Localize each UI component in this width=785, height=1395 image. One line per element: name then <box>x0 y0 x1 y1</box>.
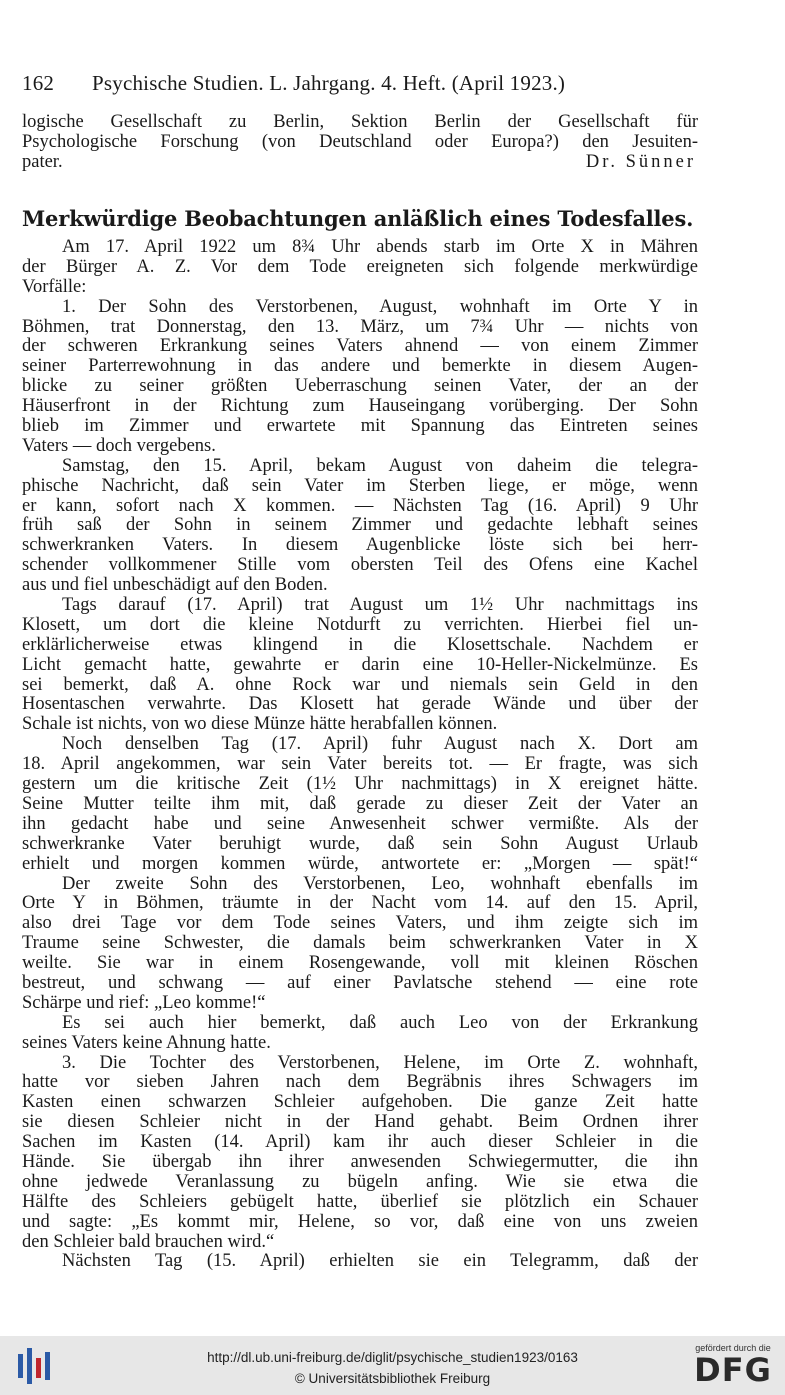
text-line: Seine Mutter teilte ihm mit, daß gerade zu dieser Zeit der Vater an <box>22 794 698 814</box>
text-line: er kann, sofort nach X kommen. — Nächsten Tag (16. April) 9 Uhr <box>22 496 698 516</box>
text-line: logische Gesellschaft zu Berlin, Sektion Berlin der Gesellschaft für <box>22 113 698 132</box>
article-body <box>22 238 698 1272</box>
footer-bar <box>0 1336 785 1395</box>
text-line: Kasten einen schwarzen Schleier aufgehoben. Die ganze Zeit hatte <box>22 1093 698 1113</box>
copyright-notice: © Universitätsbibliothek Freiburg <box>294 1371 491 1386</box>
text-line: schwerkranken Vaters. In diesem Augenblicke löste sich bei herr- <box>22 536 698 556</box>
text-line: 1. Der Sohn des Verstorbenen, August, wohnhaft im Orte Y in <box>62 297 698 317</box>
text-line: Vorfälle: <box>22 277 87 297</box>
text-line: Sachen im Kasten (14. April) kam ihr auch dieser Schleier in die <box>22 1133 698 1153</box>
text-line: Klosett, um dort die kleine Notdurft zu verrichten. Hierbei fiel un- <box>22 615 698 635</box>
running-title: Psychische Studien. L. Jahrgang. 4. Heft. (April 1923.) <box>92 71 566 95</box>
text-line: gestern um die kritische Zeit (1½ Uhr nachmittags) in X ereignet hätte. <box>22 775 698 795</box>
text-line: Hände. Sie übergab ihn ihrer anwesenden Schwiegermutter, die ihn <box>22 1152 698 1172</box>
running-header <box>22 70 702 96</box>
author-signature: Dr. Sünner <box>585 152 696 172</box>
funding-note: gefördert durch die <box>695 1343 771 1353</box>
text-line: also drei Tage vor dem Tode seines Vaters, und ihm zeigte sich im <box>22 914 698 934</box>
dfg-logo <box>688 1343 778 1389</box>
text-line: ohne jedwede Veranlassung zu bügeln anfing. Wie sie etwa die <box>22 1172 698 1192</box>
text-line: Tags darauf (17. April) trat August um 1½ Uhr nachmittags ins <box>62 596 698 616</box>
text-line: Noch denselben Tag (17. April) fuhr August nach X. Dort am <box>62 735 698 755</box>
text-line: erklärlicherweise etwas klingend in die Klosettschale. Nachdem er <box>22 635 698 655</box>
text-line: phische Nachricht, daß sein Vater im Sterben liege, er möge, wenn <box>22 476 698 496</box>
text-line: Es sei auch hier bemerkt, daß auch Leo von der Erkrankung <box>62 1013 698 1033</box>
source-url[interactable]: http://dl.ub.uni-freiburg.de/diglit/psychische_studien1923/0163 <box>207 1350 578 1365</box>
text-line: Am 17. April 1922 um 8¾ Uhr abends starb im Orte X in Mähren <box>62 238 698 257</box>
text-line: Licht gemacht hatte, gewahrte er darin eine 10-Heller-Nickelmünze. Es <box>22 655 698 675</box>
page-number: 162 <box>22 71 55 95</box>
text-line: seines Vaters keine Ahnung hatte. <box>22 1033 271 1053</box>
text-line: Orte Y in Böhmen, träumte in der Nacht vom 14. auf den 15. April, <box>22 894 698 914</box>
funder-mark: DFG <box>694 1351 772 1389</box>
text-line <box>22 153 698 173</box>
article-title: Merkwürdige Beobachtungen anläßlich eines Todesfalles. <box>22 206 694 231</box>
text-line: blicke zu seiner größten Ueberraschung seinen Vater, der an der <box>22 377 698 397</box>
text-line: Samstag, den 15. April, bekam August von daheim die telegra- <box>62 456 698 476</box>
text-line: früh saß der Sohn in seinem Zimmer und gedachte lebhaft seines <box>22 516 698 536</box>
text-line: schwerkranke Vater beruhigt wurde, daß sein Sohn August Urlaub <box>22 834 698 854</box>
text-line: schender vollkommener Stille vom obersten Teil des Ofens eine Kachel <box>22 556 698 576</box>
text-line: der schweren Erkrankung seines Vaters ahnend — von einem Zimmer <box>22 337 698 357</box>
text-line: erhielt und morgen kommen würde, antwortete er: „Morgen — spät!“ <box>22 854 698 874</box>
text-line: Hosentaschen verwahrte. Das Klosett hat gerade Wände und über der <box>22 695 698 715</box>
text-line: sei bemerkt, daß A. ohne Rock war und niemals sein Geld in den <box>22 675 698 695</box>
text-line: 18. April angekommen, war sein Vater bereits tot. — Er fragte, was sich <box>22 755 698 775</box>
text-line: Nächsten Tag (15. April) erhielten sie ein Telegramm, daß der <box>62 1252 698 1272</box>
text-line: Traume seine Schwester, die damals beim schwerkranken Vater in X <box>22 934 698 954</box>
text-line-start: pater. <box>22 152 63 172</box>
text-line: ihn gedacht habe und seine Anwesenheit schwer vermißte. Als der <box>22 814 698 834</box>
text-line: 3. Die Tochter des Verstorbenen, Helene, im Orte Z. wohnhaft, <box>62 1053 698 1073</box>
text-line: seiner Parterrewohnung in das andere und bemerkte in diesem Augen- <box>22 357 698 377</box>
text-line: sie diesen Schleier nicht in der Hand gehabt. Beim Ordnen ihrer <box>22 1113 698 1133</box>
text-line: Der zweite Sohn des Verstorbenen, Leo, wohnhaft ebenfalls im <box>62 874 698 894</box>
text-line: Vaters — doch vergebens. <box>22 436 216 456</box>
text-line: den Schleier bald brauchen wird.“ <box>22 1232 275 1252</box>
text-line: blieb im Zimmer und erwartete mit Spannung das Eintreten seines <box>22 417 698 437</box>
text-line: der Bürger A. Z. Vor dem Tode ereigneten sich folgende merkwürdige <box>22 257 698 277</box>
text-line: Böhmen, trat Donnerstag, den 13. März, um 7¾ Uhr — nichts von <box>22 317 698 337</box>
text-line: Psychologische Forschung (von Deutschland oder Europa?) den Jesuiten- <box>22 132 698 152</box>
text-line: Hälfte des Schleiers gebügelt hatte, überlief sie plötzlich ein Schauer <box>22 1192 698 1212</box>
text-line: aus und fiel unbeschädigt auf den Boden. <box>22 576 328 596</box>
text-line: Schale ist nichts, von wo diese Münze hätte herabfallen können. <box>22 715 498 735</box>
previous-article-end <box>22 113 698 173</box>
text-line: und sagte: „Es kommt mir, Helene, so vor, daß eine von uns zweien <box>22 1212 698 1232</box>
text-line: Schärpe und rief: „Leo komme!“ <box>22 993 266 1013</box>
text-line: weilte. Sie war in einem Rosengewande, voll mit kleinen Röschen <box>22 954 698 974</box>
text-line: Häuserfront in der Richtung zum Hauseingang vorüberging. Der Sohn <box>22 397 698 417</box>
text-line: bestreut, und schwang — auf einer Pavlatsche stehend — eine rote <box>22 973 698 993</box>
text-line: hatte vor sieben Jahren nach dem Begräbnis ihres Schwagers im <box>22 1073 698 1093</box>
